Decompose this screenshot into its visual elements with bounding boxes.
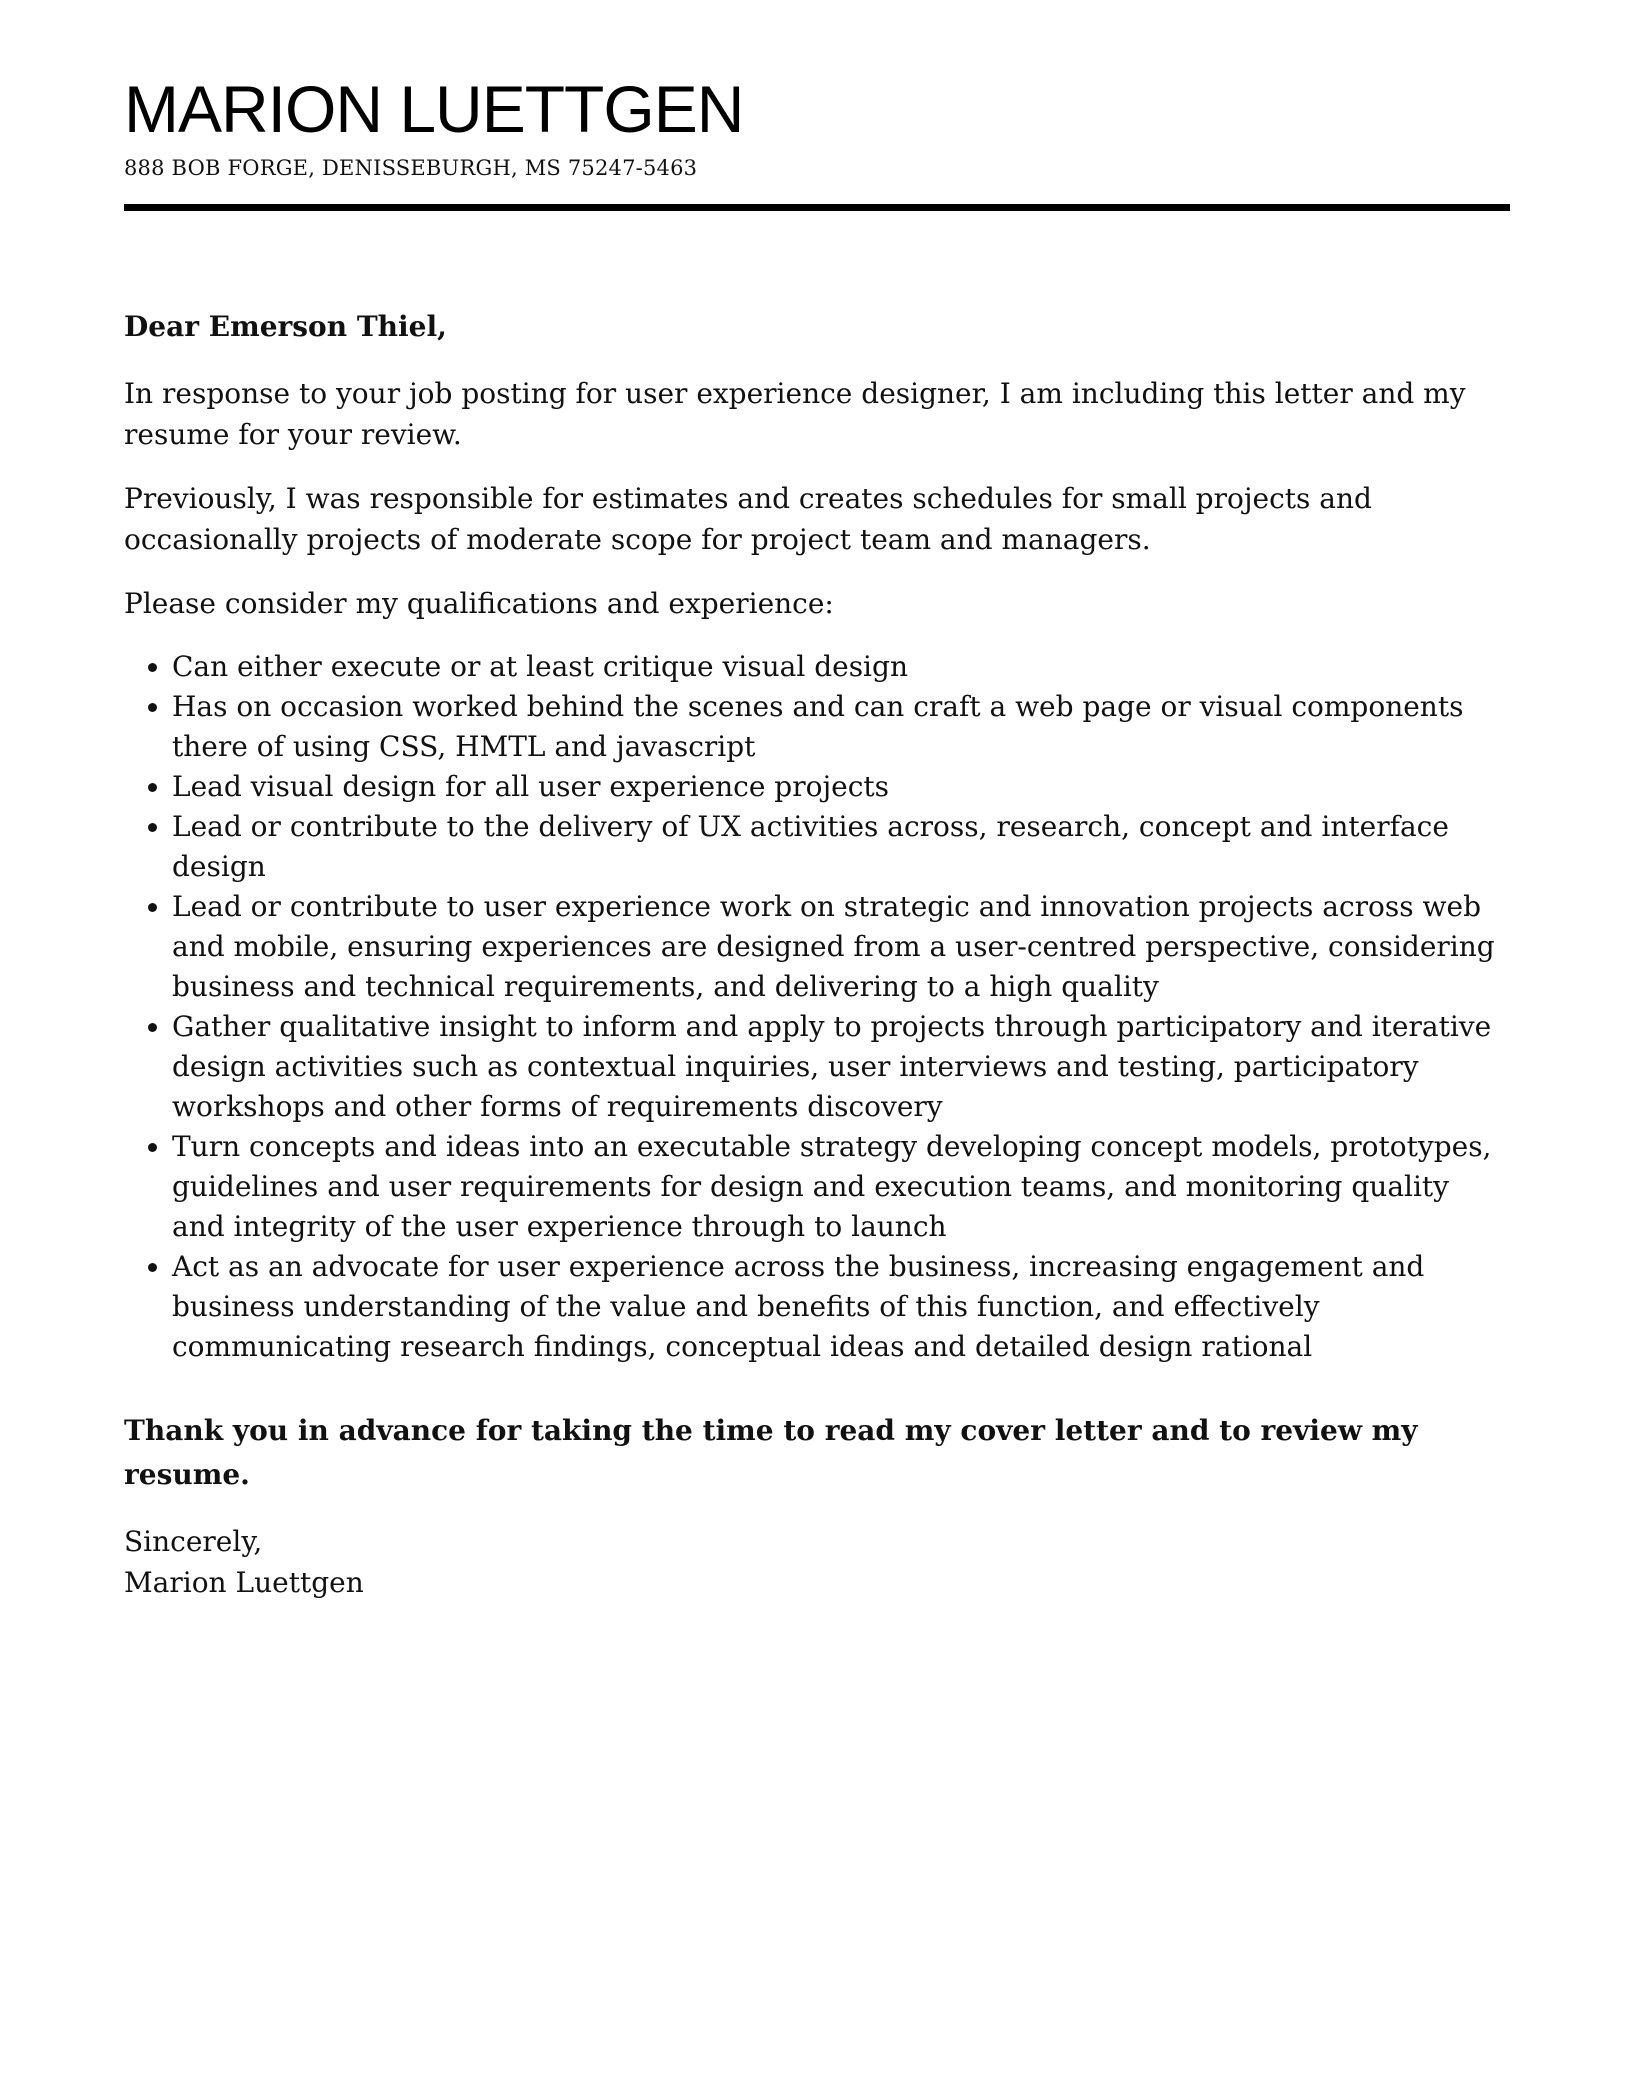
signer-name: Marion Luettgen [124,1566,364,1599]
signoff: Sincerely, [124,1525,263,1558]
list-item: • Lead or contribute to the delivery of UX activities across, research, concept and interface design [172,807,1510,887]
list-item: • Lead visual design for all user experience projects [172,767,1510,807]
experience-paragraph: Previously, I was responsible for estimates and creates schedules for small projects and occasionally projects of moderate scope for project team and managers. [124,482,1372,556]
list-item: • Act as an advocate for user experience across the business, increasing engagement and business understanding of the value and benefits of this function, and effectively communicating research findings, conceptual ideas and detailed design rational [172,1247,1510,1367]
list-item: • Can either execute or at least critique visual design [172,647,1510,687]
intro-paragraph: In response to your job posting for user experience designer, I am including this letter and my resume for your review. [124,377,1466,451]
applicant-name: MARION LUETTGEN [124,72,744,146]
qualifications-list [124,647,1510,1367]
list-item: • Turn concepts and ideas into an executable strategy developing concept models, prototypes, guidelines and user requirements for design and execution teams, and monitoring quality and integrity of the user experience through to launch [172,1127,1510,1247]
applicant-address: 888 BOB FORGE, DENISSEBURGH, MS 75247-5463 [124,156,698,180]
list-item: • Gather qualitative insight to inform and apply to projects through participatory and iterative design activities such as contextual inquiries, user interviews and testing, participatory workshops and other forms of requirements discovery [172,1007,1510,1127]
list-item: • Has on occasion worked behind the scenes and can craft a web page or visual components there of using CSS, HMTL and javascript [172,687,1510,767]
qualifications-intro: Please consider my qualifications and experience: [124,587,834,620]
list-item: • Lead or contribute to user experience work on strategic and innovation projects across web and mobile, ensuring experiences are designed from a user-centred perspective, considering business and technical requirements, and delivering to a high quality [172,887,1510,1007]
cover-letter-page [124,0,1510,1603]
salutation: Dear Emerson Thiel, [124,310,447,343]
letter-body [124,306,1510,1603]
closing-paragraph: Thank you in advance for taking the time to read my cover letter and to review my resume. [124,1414,1418,1491]
header-divider [124,204,1510,211]
